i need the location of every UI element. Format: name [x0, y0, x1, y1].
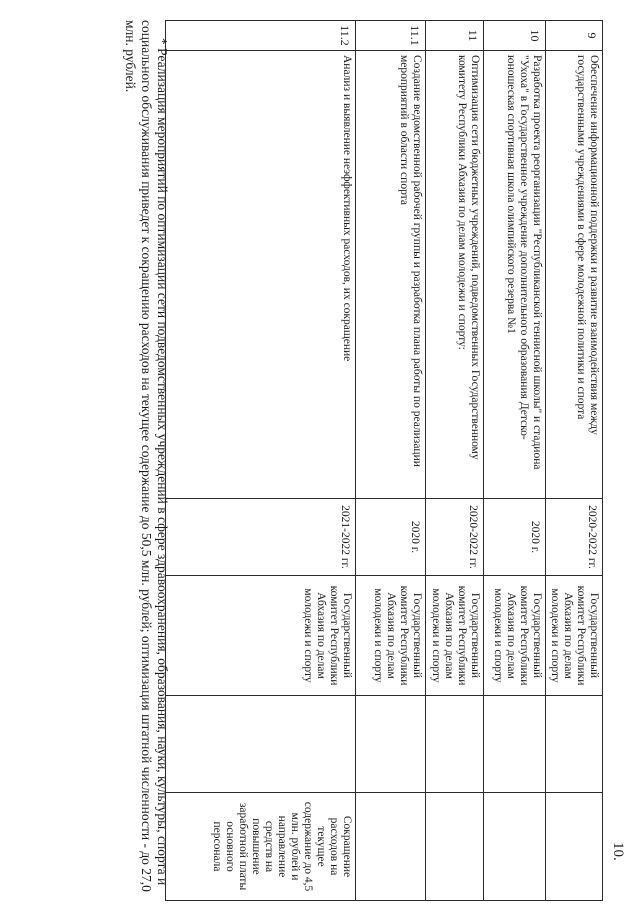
responsible-cell: Государственный комитет Республики Абхазия по делам молодежи и спорту: [426, 576, 484, 696]
row-number: 9: [546, 21, 603, 51]
measures-table: [165, 20, 603, 901]
responsible-cell: Государственный комитет Республики Абхазия по делам молодежи и спорту: [546, 576, 603, 696]
table-row: [546, 21, 603, 901]
result-cell: [484, 793, 546, 901]
result-cell: Сокращение расходов на текущее содержание до 4,5 млн. рублей и направление средств на повышение заработной платы основного персонала: [166, 793, 356, 901]
table-row: [356, 21, 426, 901]
term-cell: 2020-2022 гг.: [546, 499, 603, 576]
cost-cell: [166, 696, 356, 793]
result-cell: [426, 793, 484, 901]
table-row: [426, 21, 484, 901]
measure-text: Анализ и выявление неэффективных расходов, их сокращение: [166, 51, 356, 499]
page-number: 10.: [610, 842, 626, 861]
cost-cell: [356, 696, 426, 793]
term-cell: 2020 г.: [356, 499, 426, 576]
measure-text: Обеспечение информационной поддержки и развитие взаимодействия между государственными учреждениями в сфере молодежной политики и спорта: [546, 51, 603, 499]
responsible-cell: Государственный комитет Республики Абхазия по делам молодежи и спорту: [356, 576, 426, 696]
row-number: 10: [484, 21, 546, 51]
measure-text: Разработка проекта реорганизации "Республиканской теннисной школы" и стадиона "Ухоха" в Государственное учреждение дополнительного образования Детско-юношеская спортивная школа олимпийского резерва №1: [484, 51, 546, 499]
responsible-cell: Государственный комитет Республики Абхазия по делам молодежи и спорту: [484, 576, 546, 696]
row-number: 11.1: [356, 21, 426, 51]
table-row: [166, 21, 356, 901]
measure-text: Создание ведомственной рабочей группы и разработка плана работы по реализации мероприятий в области спорта: [356, 51, 426, 499]
footnote: * Реализация мероприятий по оптимизации сети подведомственных учреждений в сфере здравоохранения, образования, науки, культуры, спорта и социального обслуживания приведет к сокращению расходов на текущее содержание до 50,5 млн. рублей; оптимизация штатной численности - до 27,0 млн. рублей.: [123, 20, 170, 892]
row-number: 11.2: [166, 21, 356, 51]
table-row: [484, 21, 546, 901]
measure-text: Оптимизация сети бюджетных учреждений, подведомственных Государственному комитету Республики Абхазия по делам молодежи и спорту:: [426, 51, 484, 499]
row-number: 11: [426, 21, 484, 51]
result-cell: [356, 793, 426, 901]
cost-cell: [426, 696, 484, 793]
cost-cell: [546, 696, 603, 793]
term-cell: 2021-2022 гг.: [166, 499, 356, 576]
result-cell: [546, 793, 603, 901]
term-cell: 2020 г.: [484, 499, 546, 576]
term-cell: 2020-2022 гг.: [426, 499, 484, 576]
responsible-cell: Государственный комитет Республики Абхазия по делам молодежи и спорту: [166, 576, 356, 696]
cost-cell: [484, 696, 546, 793]
